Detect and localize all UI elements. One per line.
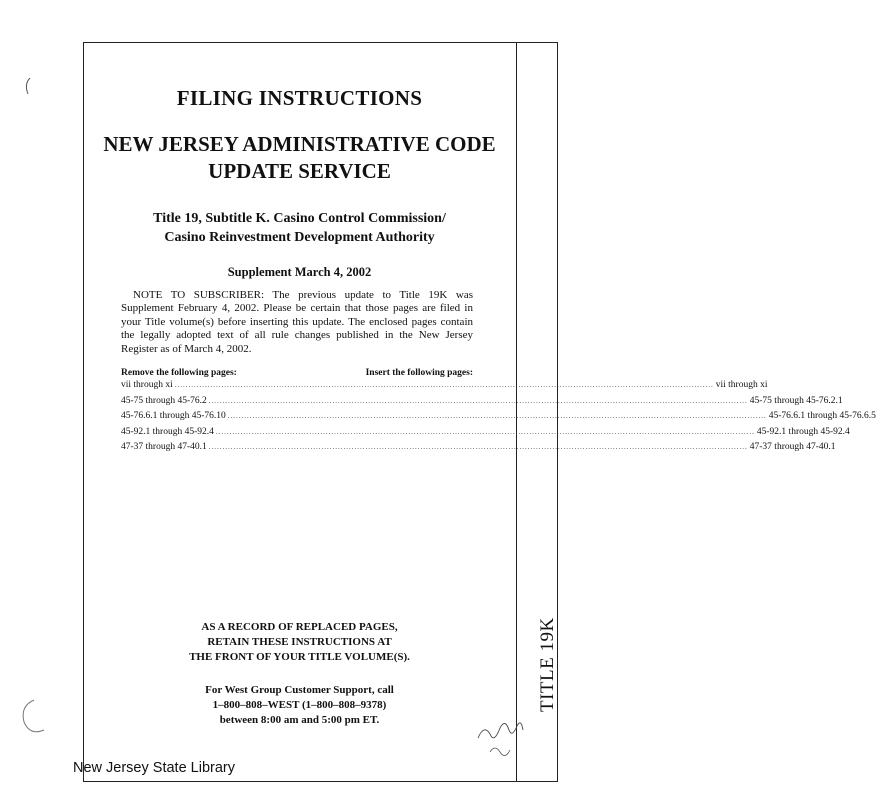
subtitle-line2: Casino Reinvestment Development Authority (164, 230, 435, 245)
insert-pages: 45-75 through 45-76.2.1 (749, 395, 843, 406)
hole-punch-mark-top (26, 78, 30, 94)
page-title: FILING INSTRUCTIONS (176, 86, 423, 110)
dot-leader: .................................................................................................................................................................................................... (227, 412, 767, 420)
insert-header: Insert the following pages: (365, 368, 473, 378)
service-title-line2: UPDATE SERVICE (208, 159, 391, 183)
support-phone: 1–800–808–WEST (1–800–808–9378) (212, 699, 387, 711)
subscriber-note: NOTE TO SUBSCRIBER: The previous update to Title 19K was Supplement February 4, 2002. Please be certain that those pages are filed in your Title volume(s) before inserting this update. The enclosed pages contain the legally adopted text of all rule changes published in the New Jersey Register as of March 4, 2002. (121, 289, 473, 355)
subtitle-line1: Title 19, Subtitle K. Casino Control Commission/ (153, 211, 446, 226)
dot-leader: .................................................................................................................................................................................................... (208, 396, 748, 405)
insert-pages: 45-92.1 through 45-92.4 (756, 426, 850, 437)
remove-pages: 45-76.6.1 through 45-76.10 (121, 411, 226, 421)
insert-pages: vii through xi (715, 380, 768, 390)
title-tab-label: TITLE 19K (537, 617, 558, 712)
remove-pages: vii through xi (121, 380, 173, 390)
handwritten-scribble (478, 723, 523, 738)
handwritten-scribble-2 (490, 748, 510, 756)
library-stamp: New Jersey State Library (73, 760, 235, 776)
dot-leader: .................................................................................................................................................................................................... (208, 443, 748, 451)
remove-pages: 45-92.1 through 45-92.4 (121, 426, 214, 437)
record-line2: RETAIN THESE INSTRUCTIONS AT (207, 636, 392, 648)
supplement-date: Supplement March 4, 2002 (227, 265, 372, 279)
support-hours: between 8:00 am and 5:00 pm ET. (219, 714, 380, 726)
remove-header: Remove the following pages: (121, 368, 237, 378)
insert-pages: 45-76.6.1 through 45-76.6.5 (768, 411, 876, 421)
remove-pages: 47-37 through 47-40.1 (121, 442, 207, 452)
remove-pages: 45-75 through 45-76.2 (121, 395, 207, 406)
hole-punch-mark-bottom (23, 700, 44, 732)
record-line3: THE FRONT OF YOUR TITLE VOLUME(S). (189, 651, 410, 663)
service-title-line1: NEW JERSEY ADMINISTRATIVE CODE (103, 132, 496, 156)
support-line1: For West Group Customer Support, call (205, 684, 394, 696)
dot-leader: .................................................................................................................................................................................................... (215, 427, 755, 436)
dot-leader: .................................................................................................................................................................................................... (174, 381, 714, 389)
record-line1: AS A RECORD OF REPLACED PAGES, (201, 621, 398, 633)
insert-pages: 47-37 through 47-40.1 (749, 442, 836, 452)
